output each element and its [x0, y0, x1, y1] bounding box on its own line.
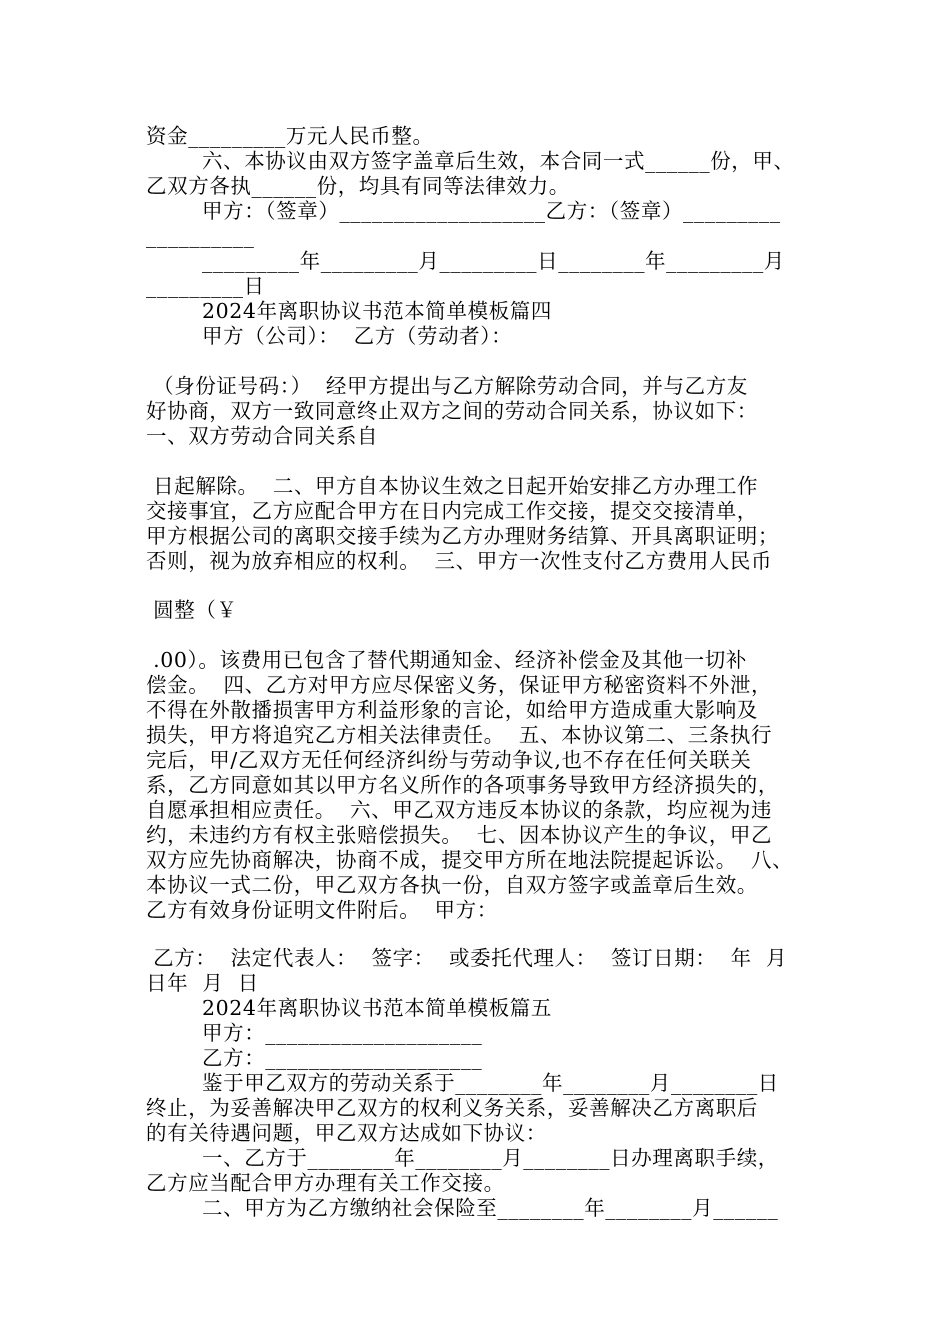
section-heading: 2024年离职协议书范本简单模板篇四: [202, 299, 552, 323]
party-line: 乙方：____________________: [202, 1046, 483, 1070]
text-line: 二、甲方为乙方缴纳社会保险至________年________月______: [202, 1196, 779, 1220]
text-line: 交接事宜，乙方应配合甲方在日内完成工作交接，提交交接清单，: [146, 499, 758, 523]
text-line: 好协商，双方一致同意终止双方之间的劳动合同关系，协议如下：: [146, 399, 758, 423]
text-line: 终止，为妥善解决甲乙双方的权利义务关系，妥善解决乙方离职后: [146, 1096, 758, 1120]
text-line: .00）。该费用已包含了替代期通知金、经济补偿金及其他一切补: [146, 648, 747, 672]
text-line: 偿金。 四、乙方对甲方应尽保密义务，保证甲方秘密资料不外泄，: [146, 673, 773, 697]
date-line: _________日: [146, 274, 265, 298]
text-line: 乙方应当配合甲方办理有关工作交接。: [146, 1171, 505, 1195]
text-line: 不得在外散播损害甲方利益形象的言论，如给甲方造成重大影响及: [146, 698, 758, 722]
text-line: 约，未违约方有权主张赔偿损失。 七、因本协议产生的争议，甲乙: [146, 823, 773, 847]
text-line: （身份证号码：） 经甲方提出与乙方解除劳动合同，并与乙方友: [146, 374, 748, 398]
signature-line: 乙方： 法定代表人： 签字： 或委托代理人： 签订日期： 年 月: [146, 946, 788, 970]
party-line: 甲方（公司）： 乙方（劳动者）：: [202, 324, 513, 348]
text-line: 的有关待遇问题，甲乙双方达成如下协议：: [146, 1121, 547, 1145]
text-line: 乙双方各执______份，均具有同等法律效力。: [146, 174, 570, 198]
text-line: 自愿承担相应责任。 六、甲乙双方违反本协议的条款，均应视为违: [146, 798, 773, 822]
date-line: 日年 月 日: [146, 971, 259, 995]
text-line: 一、乙方于________年________月________日办理离职手续，: [202, 1146, 779, 1170]
signature-line: __________: [146, 224, 255, 248]
text-line: 损失，甲方将追究乙方相关法律责任。 五、本协议第二、三条执行: [146, 723, 773, 747]
text-line: 一、双方劳动合同关系自: [146, 424, 379, 448]
section-heading: 2024年离职协议书范本简单模板篇五: [202, 996, 552, 1020]
text-line: 本协议一式二份，甲乙双方各执一份，自双方签字或盖章后生效。: [146, 873, 758, 897]
text-line: 日起解除。 二、甲方自本协议生效之日起开始安排乙方办理工作: [146, 474, 759, 498]
text-line: 资金_________万元人民币整。: [146, 124, 434, 148]
text-line: 鉴于甲乙双方的劳动关系于________年________月________日: [202, 1071, 779, 1095]
text-line: 双方应先协商解决，协商不成，提交甲方所在地法院提起诉讼。 八、: [146, 848, 794, 872]
text-line: 否则，视为放弃相应的权利。 三、甲方一次性支付乙方费用人民币: [146, 549, 773, 573]
text-line: 甲方根据公司的离职交接手续为乙方办理财务结算、开具离职证明；: [146, 524, 779, 548]
text-line: 完后，甲/乙双方无任何经济纠纷与劳动争议,也不存在任何关联关: [146, 748, 752, 772]
text-line: 乙方有效身份证明文件附后。 甲方：: [146, 898, 498, 922]
signature-line: 甲方：（签章）___________________乙方：（签章）_________: [202, 199, 781, 223]
text-line: 系，乙方同意如其以甲方名义所作的各项事务导致甲方经济损失的，: [146, 773, 779, 797]
text-line: 圆整（￥: [146, 598, 238, 622]
text-line: 六、本协议由双方签字盖章后生效，本合同一式______份，甲、: [202, 149, 795, 173]
date-line: _________年_________月_________日________年_________月: [202, 249, 785, 273]
party-line: 甲方：____________________: [202, 1021, 483, 1045]
